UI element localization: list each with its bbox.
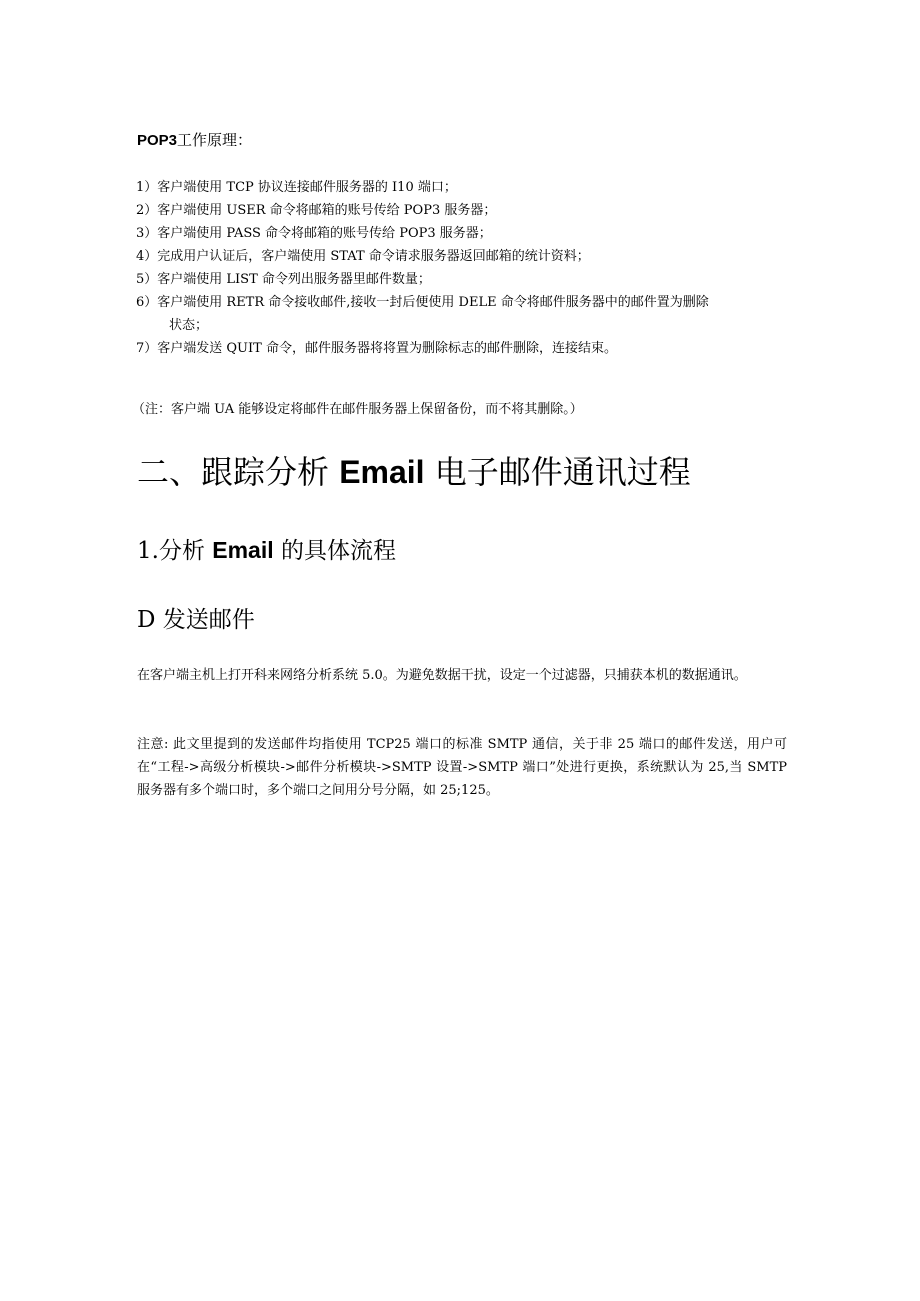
pop3-step-1: 1）客户端使用 TCP 协议连接邮件服务器的 I10 端口； <box>136 180 457 195</box>
pop3-step-6: 6）客户端使用 RETR 命令接收邮件,接收一封后便使用 DELE 命令将邮件服务器中的邮件置为删除 <box>136 295 709 310</box>
pop3-step-4: 4）完成用户认证后，客户端使用 STAT 命令请求服务器返回邮箱的统计资料； <box>136 249 590 264</box>
subheading-bold: Email <box>212 537 274 563</box>
paragraph-smtp-note: 注意: 此文里提到的发送邮件均指使用 TCP25 端口的标准 SMTP 通信，关于非 25 端口的邮件发送，用户可在“工程->高级分析模块->邮件分析模块->SMTP 设置->SMTP 端口”处进行更换，系统默认为 25,当 SMTP 服务器有多个端口时，多个端口之间用分号分隔，如 25;125。 <box>137 737 787 798</box>
pop3-step-7: 7）客户端发送 QUIT 命令，邮件服务器将将置为删除标志的邮件删除，连接结束。 <box>136 341 617 356</box>
subheading <box>137 534 396 567</box>
subheading-suffix: 的具体流程 <box>273 538 396 564</box>
send-mail-heading: D 发送邮件 <box>137 607 255 633</box>
section-heading-suffix: 电子邮件通讯过程 <box>424 453 691 491</box>
pop3-step-5: 5）客户端使用 LIST 命令列出服务器里邮件数量； <box>136 272 431 287</box>
pop3-heading-bold: POP3 <box>137 132 178 149</box>
pop3-heading-rest: 工作原理： <box>177 131 253 149</box>
pop3-heading <box>137 130 252 151</box>
subheading-prefix: 1.分析 <box>137 538 213 564</box>
section-heading <box>137 450 691 494</box>
ua-note: （注：客户端 UA 能够设定将邮件在邮件服务器上保留备份，而不将其删除。） <box>132 402 583 417</box>
pop3-step-3: 3）客户端使用 PASS 命令将邮箱的账号传给 POP3 服务器； <box>136 226 492 241</box>
pop3-step-2: 2）客户端使用 USER 命令将邮箱的账号传给 POP3 服务器； <box>136 203 497 218</box>
paragraph-setup: 在客户端主机上打开科来网络分析系统 5.0。为避免数据干扰，设定一个过滤器，只捕获本机的数据通讯。 <box>137 668 747 683</box>
section-heading-bold: Email <box>339 454 425 490</box>
pop3-step-list <box>136 176 796 360</box>
pop3-step-6-continuation: 状态； <box>169 318 209 333</box>
section-heading-prefix: 二、跟踪分析 <box>137 453 340 491</box>
